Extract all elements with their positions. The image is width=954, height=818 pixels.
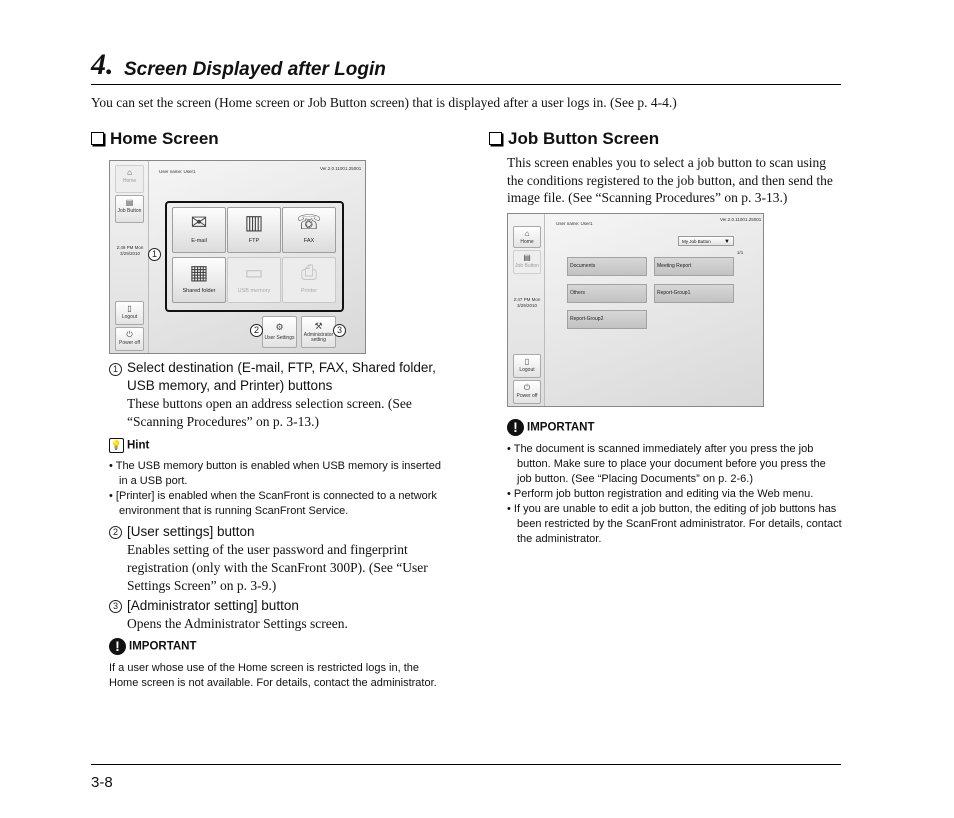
power-icon: ⏻ (126, 330, 133, 339)
item-3-number: 3 (109, 600, 122, 613)
clock-display: 2:49 PM Mon 3/29/2010 (116, 245, 144, 256)
power-icon: ⏻ (523, 383, 531, 392)
admin-settings-icon: ⚒ (314, 321, 323, 331)
callout-3: 3 (333, 324, 346, 337)
item-1 (109, 359, 449, 431)
important-heading-home: ! IMPORTANT (109, 638, 197, 655)
house-icon: ⌂ (127, 168, 132, 177)
home-screen-image (109, 160, 366, 354)
envelope-icon: ✉ (190, 212, 208, 234)
item-3-title: [Administrator setting] button (127, 598, 299, 613)
job-button-report-group2[interactable]: Report-Group2 (567, 310, 647, 329)
intro-text: You can set the screen (Home screen or Job Button screen) that is displayed after a user logs in. (See p. 4-4.) (91, 95, 677, 110)
dropdown-arrow-icon: ▼ (724, 239, 730, 245)
item-2-body: Enables setting of the user password and fingerprint registration (only with the ScanFront 300P). (See “User Settings Screen” on p. 3-9.) (127, 542, 428, 593)
version-label: Ver.2.0.11001.25001 (320, 166, 362, 171)
job-button-description: This screen enables you to select a job button to scan using the conditions registered to the job button, and then send the image file. (See “Scanning Procedures” on p. 3-13.) (507, 155, 833, 205)
printer-icon: ⎙ (301, 262, 317, 284)
job-button-meeting-report[interactable]: Meeting Report (654, 257, 734, 276)
administrator-setting-button[interactable]: ⚒ Administrator setting (301, 316, 336, 348)
important-heading-job: ! IMPORTANT (507, 419, 595, 436)
home-screen-heading (91, 129, 219, 149)
logout-icon: ▯ (524, 357, 530, 366)
item-1-title: Select destination (E-mail, FTP, FAX, Shared folder, USB memory, and Printer) buttons (127, 360, 436, 393)
callout-1: 1 (148, 248, 161, 261)
job-button-report-group1[interactable]: Report-Group1 (654, 284, 734, 303)
logout-icon: ▯ (127, 304, 132, 313)
home-screen-heading-text: Home Screen (110, 129, 219, 148)
footer-rule (91, 764, 841, 765)
job-sidebar (508, 214, 545, 406)
power-off-button[interactable]: ⏻ Power off (513, 380, 541, 404)
power-off-button[interactable]: ⏻ Power off (115, 327, 144, 351)
important-bullet: • Perform job button registration and editing via the Web menu. (507, 488, 814, 500)
job-button-nav-button[interactable]: ▤ Job Button (115, 195, 144, 223)
item-2-number: 2 (109, 526, 122, 539)
printer-button[interactable]: ⎙ Printer (282, 257, 336, 303)
job-button-icon: ▤ (125, 198, 134, 207)
email-button[interactable]: ✉ E-mail (172, 207, 226, 253)
item-3-body: Opens the Administrator Settings screen. (127, 616, 348, 631)
callout-2: 2 (250, 324, 263, 337)
usb-icon: ▭ (244, 262, 264, 284)
folder-icon: ▦ (189, 262, 209, 284)
job-button-screen-image (507, 213, 764, 407)
home-sidebar (110, 161, 149, 353)
lightbulb-icon: 💡 (109, 438, 124, 453)
page-indicator: 1/1 (737, 250, 744, 255)
warning-icon: ! (507, 419, 524, 436)
ftp-button[interactable]: ▥ FTP (227, 207, 281, 253)
item-1-body: These buttons open an address selection screen. (See “Scanning Procedures” on p. 3-13.) (127, 396, 412, 429)
home-nav-button[interactable]: ⌂ Home (115, 165, 144, 193)
page-title: Screen Displayed after Login (124, 59, 386, 80)
user-name-label: User name: User1 (159, 169, 196, 174)
usb-memory-button[interactable]: ▭ USB memory (227, 257, 281, 303)
item-1-number: 1 (109, 363, 122, 376)
fax-button[interactable]: ☏ FAX (282, 207, 336, 253)
hint-heading: 💡 Hint (110, 439, 150, 452)
logout-button[interactable]: ▯ Logout (115, 301, 144, 325)
warning-icon: ! (109, 638, 126, 655)
important-bullet: • If you are unable to edit a job button, the editing of job buttons has been restricted by the ScanFront administrator. For details, contact the administrator. (507, 503, 842, 545)
home-nav-button[interactable]: ⌂ Home (513, 226, 541, 248)
job-button-documents[interactable]: Documents (567, 257, 647, 276)
house-icon: ⌂ (524, 229, 530, 238)
important-bullet: • The document is scanned immediately after you press the job button. Make sure to place your document before you press the job button. (See “Placing Documents” on p. 2-6.) (507, 443, 826, 485)
hint-list (109, 459, 444, 519)
job-button-screen-heading-text: Job Button Screen (508, 129, 660, 148)
hint-bullet: • The USB memory button is enabled when USB memory is inserted in a USB port. (109, 460, 441, 487)
header-rule (91, 84, 841, 85)
important-list-job (507, 442, 842, 547)
job-button-screen-heading (489, 129, 659, 149)
page-number: 3-8 (91, 774, 113, 791)
job-button-group-dropdown[interactable]: My Job Button ▼ (678, 236, 734, 246)
item-3 (109, 597, 449, 633)
user-settings-button[interactable]: ⚙ User Settings (262, 316, 297, 348)
version-label: Ver.2.0.11001.25001 (720, 217, 762, 222)
item-2 (109, 523, 449, 595)
job-button-others[interactable]: Others (567, 284, 647, 303)
job-button-nav-button[interactable]: ▤ Job Button (513, 250, 541, 274)
fax-icon: ☏ (296, 212, 322, 234)
server-icon: ▥ (244, 212, 264, 234)
shared-folder-button[interactable]: ▦ Shared folder (172, 257, 226, 303)
job-button-icon: ▤ (523, 253, 531, 262)
user-name-label: User name: User1 (556, 221, 593, 226)
checkbox-bullet-icon (489, 132, 502, 145)
important-text-home: If a user whose use of the Home screen is restricted logs in, the Home screen is not available. For details, contact the administrator. (109, 662, 437, 689)
item-2-title: [User settings] button (127, 524, 255, 539)
logout-button[interactable]: ▯ Logout (513, 354, 541, 378)
hint-bullet: • [Printer] is enabled when the ScanFront is connected to a network environment that is running ScanFront Service. (109, 490, 437, 517)
chapter-number: 4. (91, 48, 114, 81)
checkbox-bullet-icon (91, 132, 104, 145)
clock-display: 2:47 PM Mon 3/29/2010 (513, 297, 541, 308)
user-settings-icon: ⚙ (275, 322, 284, 332)
